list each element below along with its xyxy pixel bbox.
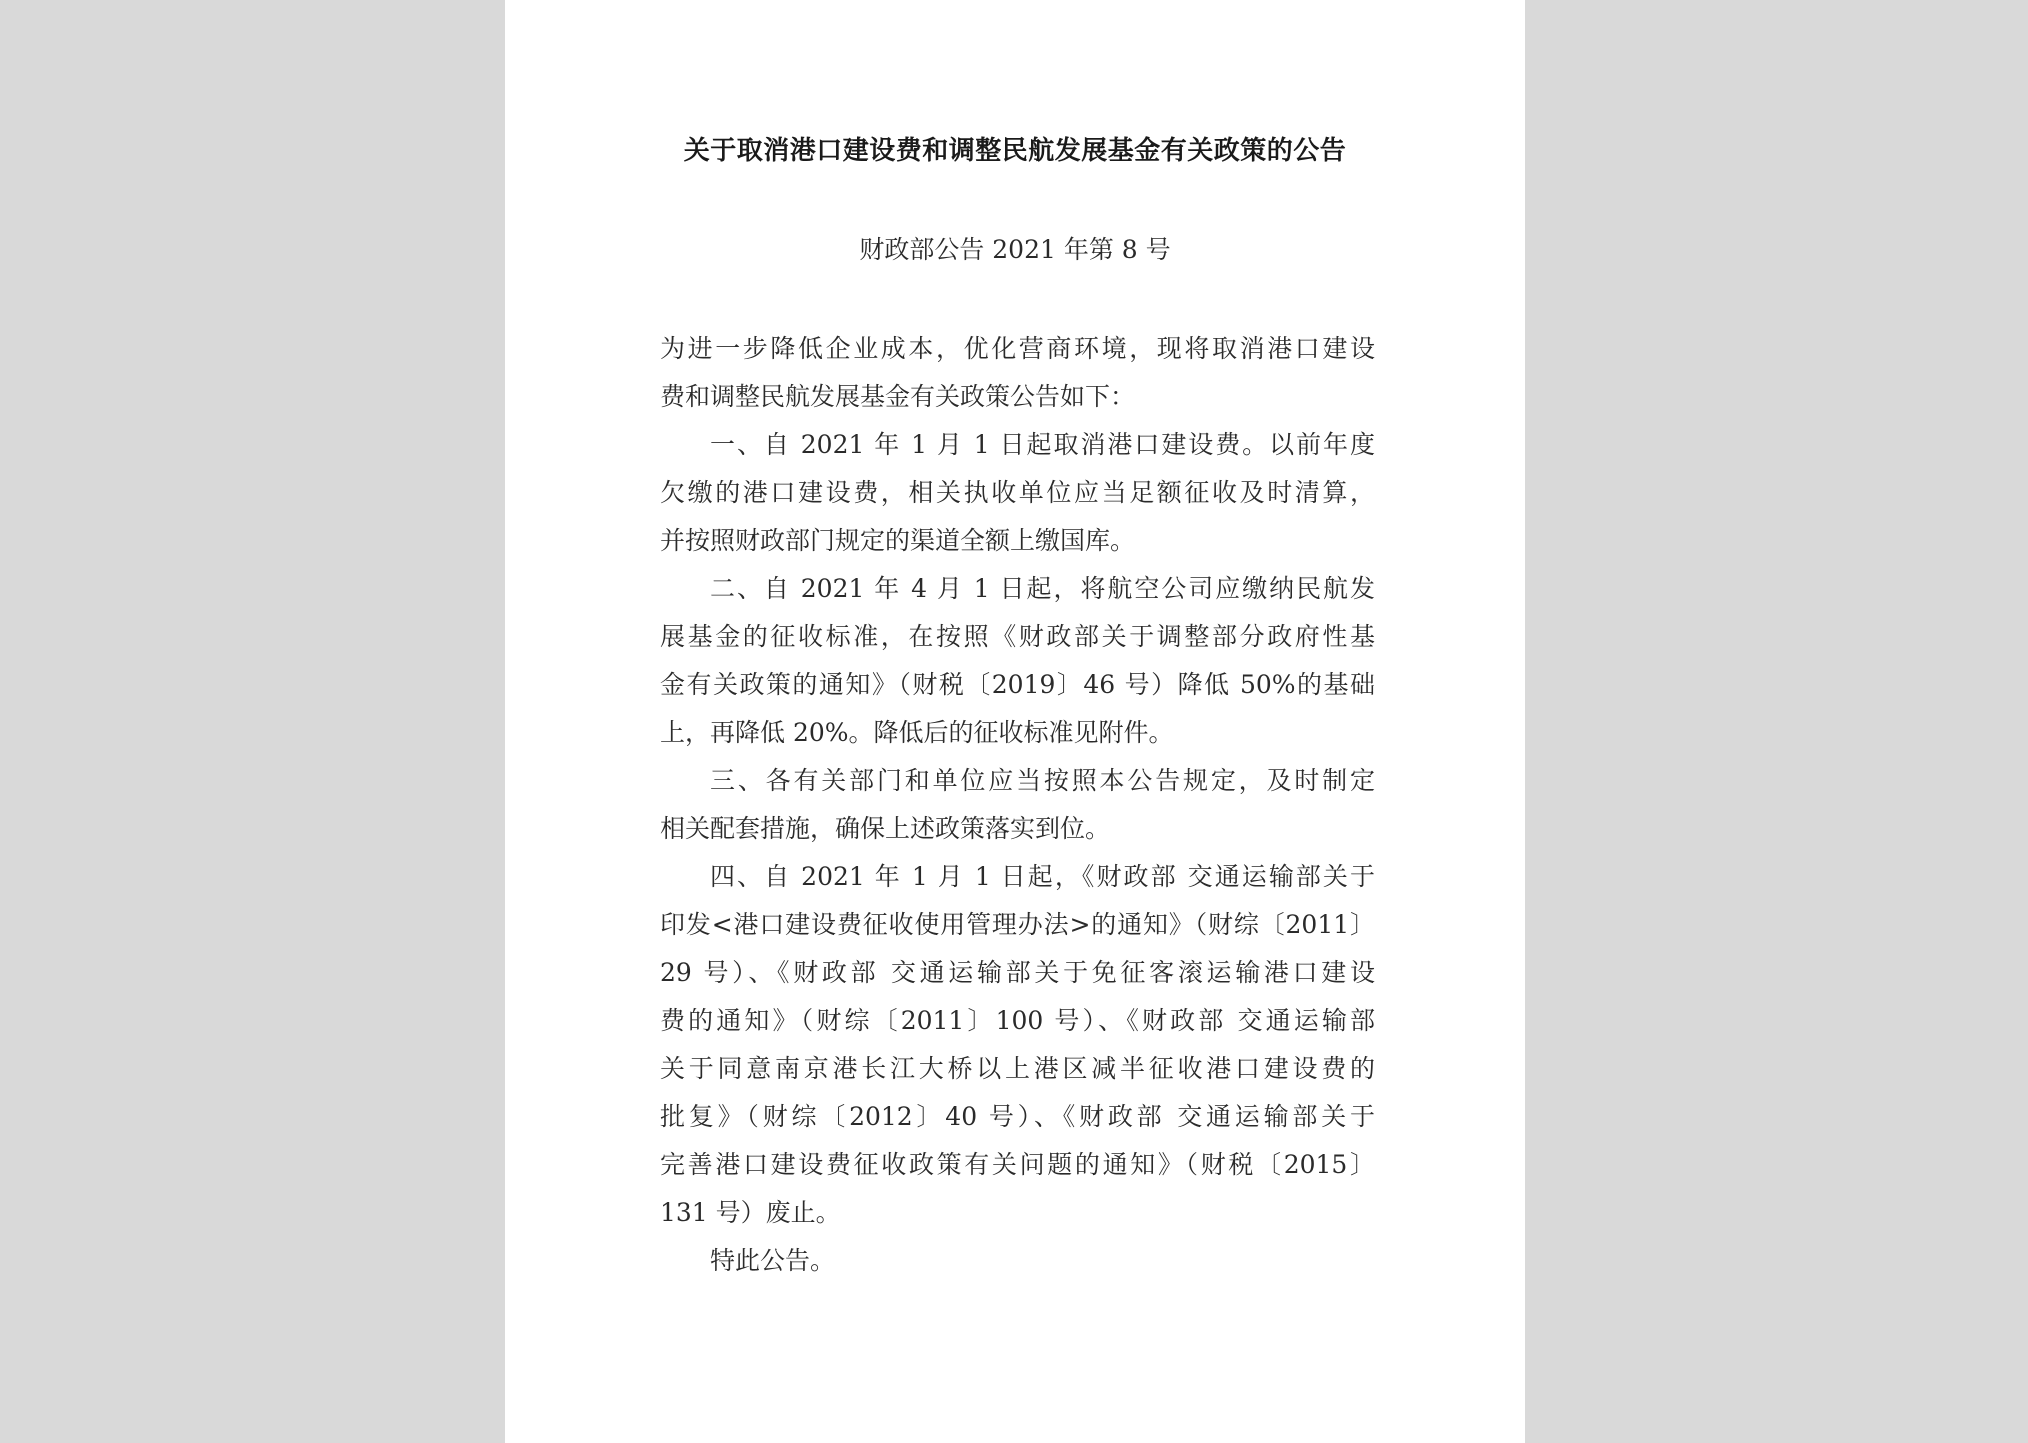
text-line: 131 号）废止。 (660, 1198, 841, 1227)
text-line: 一、自 2021 年 1 月 1 日起取消港口建设费。以前年度 (710, 430, 1375, 459)
text-line: 三、各有关部门和单位应当按照本公告规定，及时制定 (710, 766, 1375, 795)
text-line: 29 号）、《财政部 交通运输部关于免征客滚运输港口建设 (660, 958, 1375, 987)
document-body (660, 325, 1375, 1285)
text-line: 完善港口建设费征收政策有关问题的通知》（财税〔2015〕 (660, 1150, 1375, 1179)
paragraph-item-1 (660, 421, 1375, 565)
text-line: 印发<港口建设费征收使用管理办法>的通知》（财综〔2011〕 (660, 910, 1375, 939)
document-number: 财政部公告 2021 年第 8 号 (859, 235, 1171, 264)
text-line: 费的通知》（财综〔2011〕100 号）、《财政部 交通运输部 (660, 1006, 1375, 1035)
text-line: 欠缴的港口建设费，相关执收单位应当足额征收及时清算， (660, 478, 1375, 507)
paragraph-intro (660, 325, 1375, 421)
text-line: 为进一步降低企业成本，优化营商环境，现将取消港口建设 (660, 334, 1375, 363)
paragraph-closing (660, 1237, 1375, 1285)
text-line: 费和调整民航发展基金有关政策公告如下： (660, 382, 1136, 411)
paragraph-item-4 (660, 853, 1375, 1237)
paragraph-item-3 (660, 757, 1375, 853)
text-line: 展基金的征收标准，在按照《财政部关于调整部分政府性基 (660, 622, 1375, 651)
text-line: 关于同意南京港长江大桥以上港区减半征收港口建设费的 (660, 1054, 1375, 1083)
text-line: 特此公告。 (710, 1246, 836, 1275)
text-line: 金有关政策的通知》（财税〔2019〕46 号）降低 50%的基础 (660, 670, 1375, 699)
text-line: 上，再降低 20%。降低后的征收标准见附件。 (660, 718, 1174, 747)
document-title: 关于取消港口建设费和调整民航发展基金有关政策的公告 (683, 136, 1347, 166)
paragraph-item-2 (660, 565, 1375, 757)
text-line: 四、自 2021 年 1 月 1 日起，《财政部 交通运输部关于 (710, 862, 1375, 891)
text-line: 批复》（财综〔2012〕40 号）、《财政部 交通运输部关于 (660, 1102, 1375, 1131)
text-line: 并按照财政部门规定的渠道全额上缴国库。 (660, 526, 1136, 555)
text-line: 二、自 2021 年 4 月 1 日起，将航空公司应缴纳民航发 (710, 574, 1375, 603)
text-line: 相关配套措施，确保上述政策落实到位。 (660, 814, 1111, 843)
document-page (505, 0, 1525, 1443)
